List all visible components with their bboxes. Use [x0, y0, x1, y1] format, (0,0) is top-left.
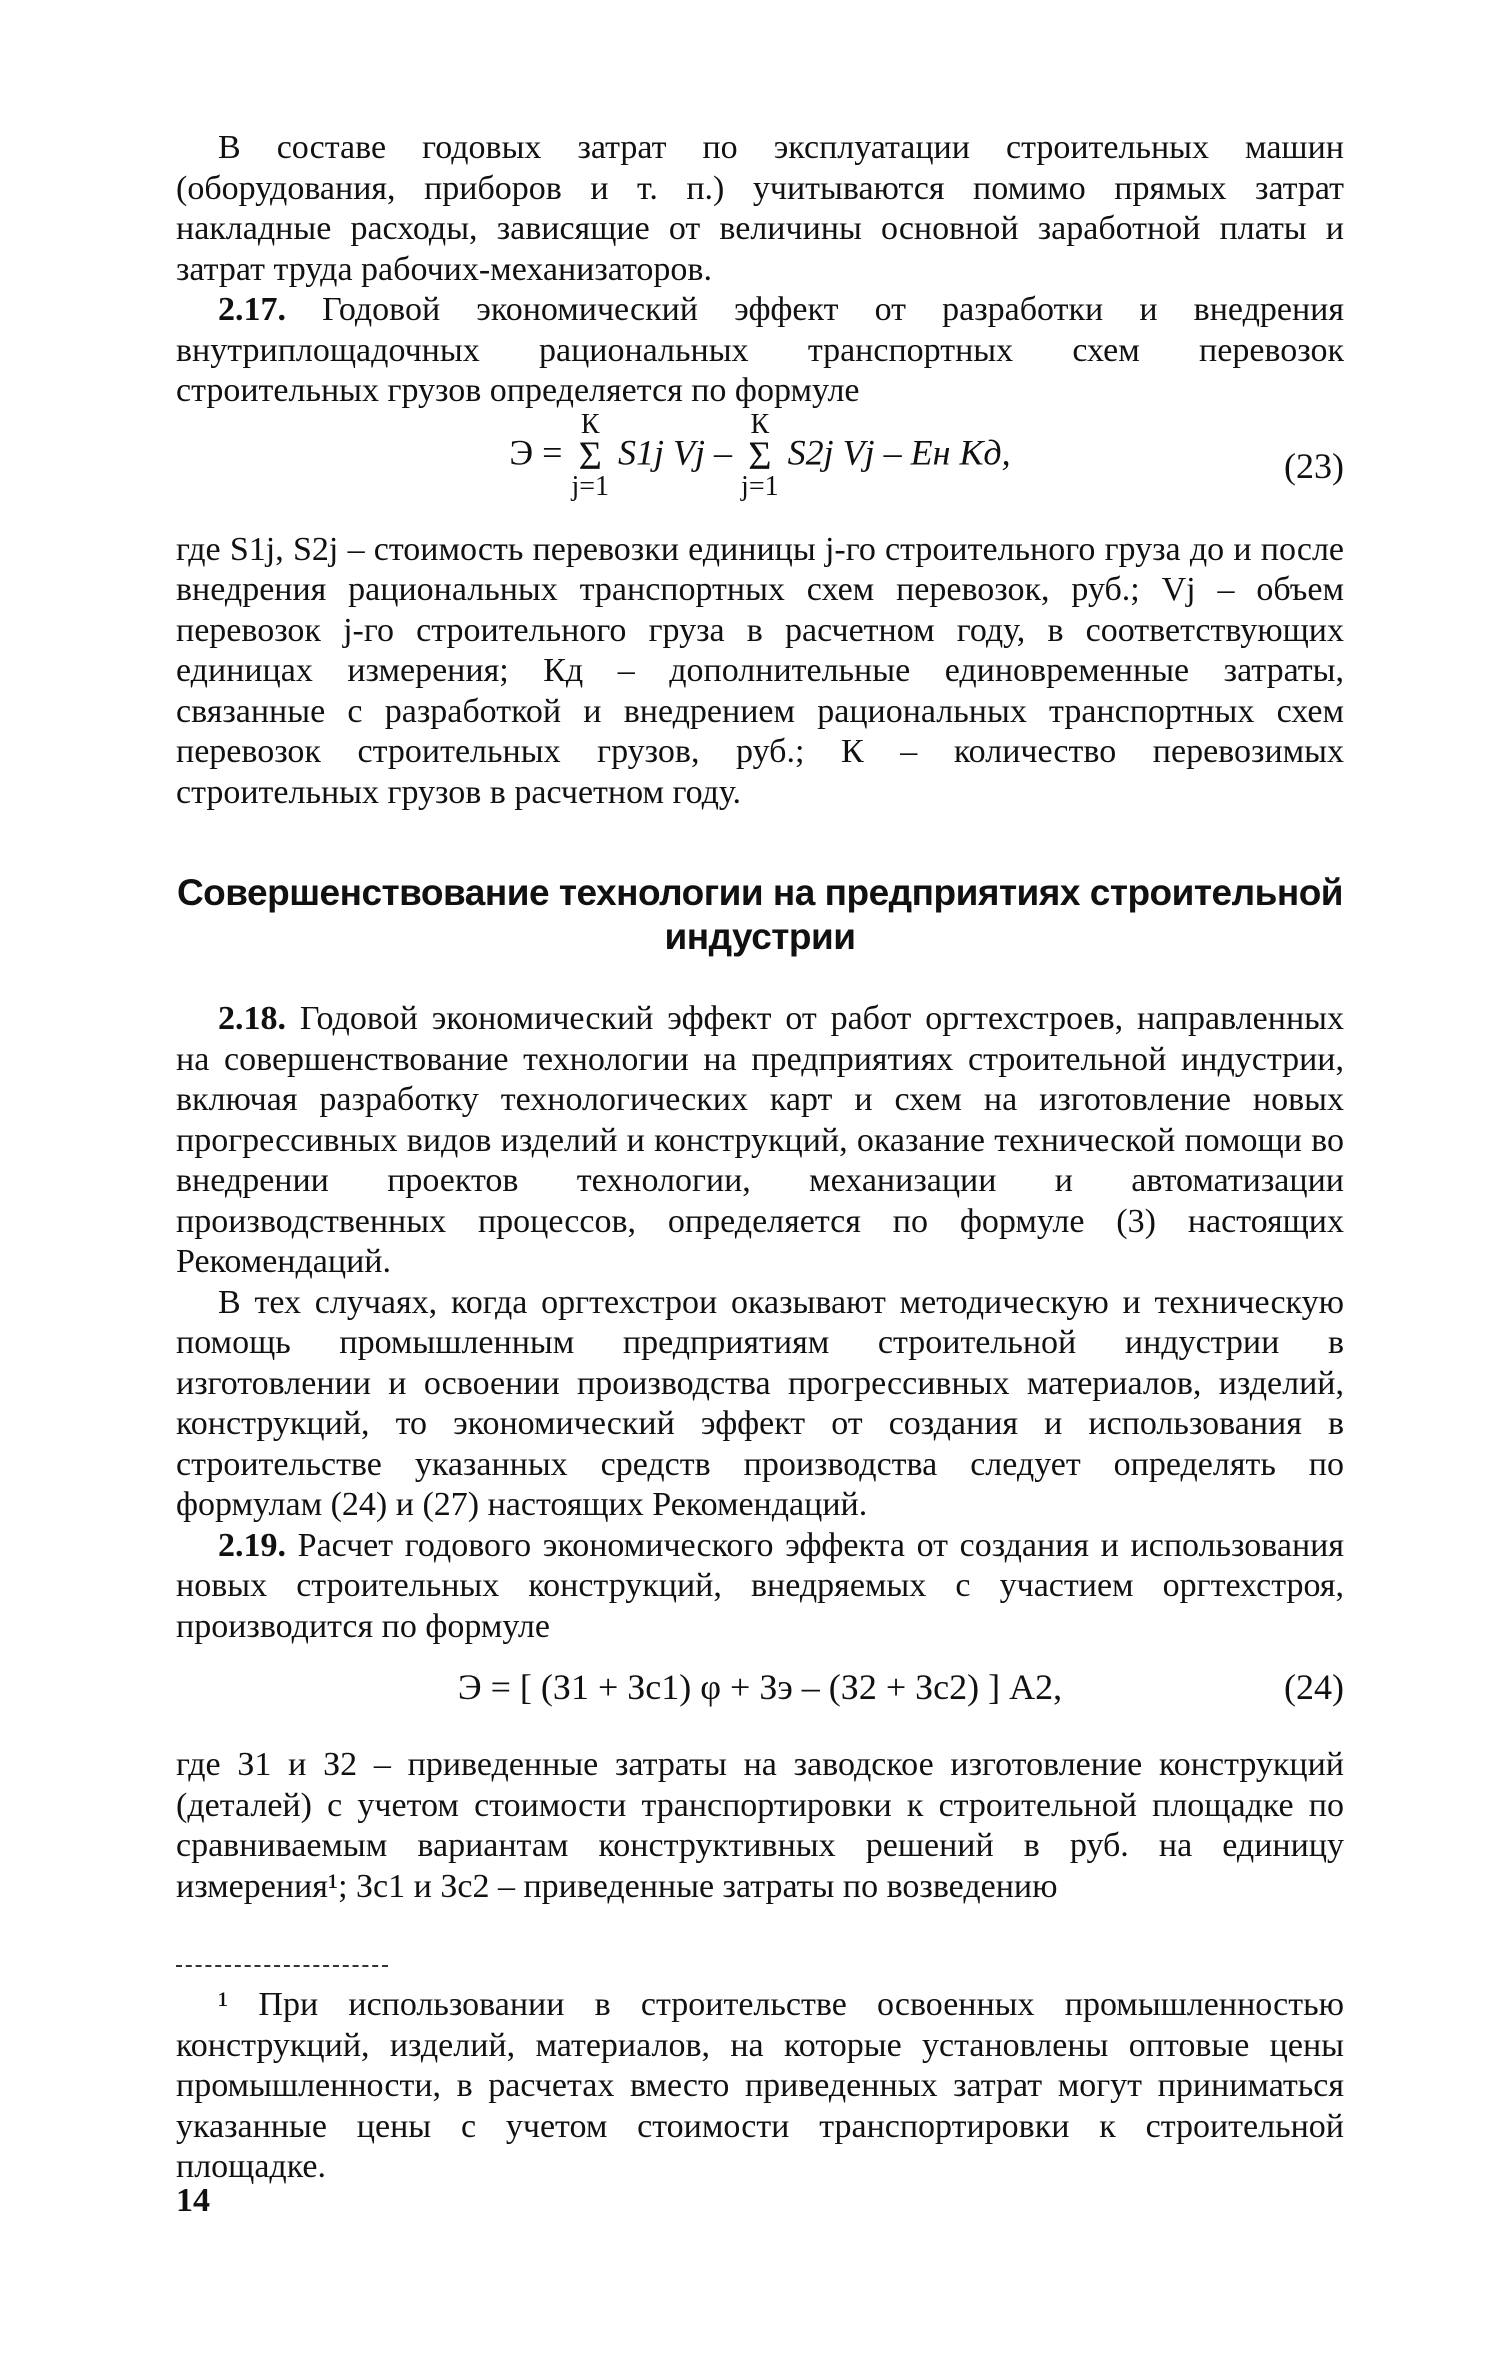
sum-symbol-1: К Σ j=1 — [571, 408, 610, 502]
formula-24-expression: Э = [ (З1 + Зс1) φ + Зэ – (З2 + Зс2) ] А2, — [457, 1667, 1063, 1707]
formula-23-number: (23) — [1284, 445, 1344, 486]
formula-23-term2: S2j Vj – Ен Кд, — [787, 431, 1011, 472]
sum-2-upper: К — [750, 408, 770, 440]
sum-1-lower: j=1 — [571, 470, 610, 502]
paragraph-maintenance-costs: В составе годовых затрат по эксплуатации строительных машин (оборудования, приборов и т. п.) учитываются помимо прямых затрат накладные расходы, зависящие от величины основной заработной платы и затрат труда рабочих-механизаторов. — [176, 129, 1344, 288]
paragraph-2-19 — [176, 1526, 1344, 1648]
formula-24-number: (24) — [1284, 1667, 1344, 1707]
paragraph-2-18-text: Годовой экономический эффект от работ оргтехстроев, направленных на совершенствование технологии на предприятиях строительной индустрии, включая разработку технологических карт и схем на изготовление новых прогрессивных видов изделий и конструкций, оказание технической помощи во внедрении проектов технологии, механизации и автоматизации производственных процессов, определяется по формуле (3) настоящих Рекомендаций. — [176, 1000, 1344, 1280]
sum-symbol-2: К Σ j=1 — [741, 408, 779, 502]
footnote-text: ¹ При использовании в строительстве освоенных промышленностью конструкций, изделий, материалов, на которые установлены оптовые цены промышленности, в расчетах вместо приведенных затрат могут приниматься указанные цены с учетом стоимости транспортировки к строительной площадке. — [176, 1986, 1344, 2185]
formula-23-lhs: Э = — [509, 431, 563, 472]
sum-1-upper: К — [580, 408, 600, 440]
section-number-2-19: 2.19. — [218, 1526, 286, 1564]
page-number: 14 — [176, 2182, 210, 2219]
paragraph-orgtekhstroi: В тех случаях, когда оргтехстрои оказывают методическую и техническую помощь промышленным предприятиям строительной индустрии в изготовлении и освоении производства прогрессивных материалов, изделий, конструкций, то экономический эффект от создания и использования в строительстве указанных средств производства следует определять по формулам (24) и (27) настоящих Рекомендаций. — [176, 1283, 1344, 1523]
paragraph-formula-23-legend: где S1j, S2j – стоимость перевозки единицы j-го строительного груза до и после внедрения рациональных транспортных схем перевозок, руб.; Vj – объем перевозок j-го строительного груза в расчетном году, в соответствующих единицах измерения; Кд – дополнительные единовременные затраты, связанные с разработкой и внедрением рациональных транспортных схем перевозок строительных грузов, руб.; К – количество перевозимых строительных грузов в расчетном году. — [176, 530, 1344, 811]
paragraph-2-17 — [176, 290, 1344, 412]
sum-2-lower: j=1 — [741, 470, 779, 502]
paragraph-2-17-text: Годовой экономический эффект от разработки и внедрения внутриплощадочных рациональных транспортных схем перевозок строительных грузов определяется по формуле — [176, 291, 1344, 409]
formula-24 — [176, 1659, 1344, 1731]
page-content — [176, 128, 1344, 2188]
footnote-separator — [176, 1965, 388, 1967]
formula-23-term1: S1j Vj – — [618, 431, 733, 472]
paragraph-formula-24-legend: где З1 и З2 – приведенные затраты на заводское изготовление конструкций (деталей) с учетом стоимости транспортировки к строительной площадке по сравниваемым вариантам конструктивных решений в руб. на единицу измерения¹; Зс1 и Зс2 – приведенные затраты по возведению — [176, 1746, 1344, 1905]
section-heading: Совершенствование технологии на предприятиях строительной индустрии — [176, 872, 1344, 957]
paragraph-2-19-text: Расчет годового экономического эффекта от создания и использования новых строительных конструкций, внедряемых с участием оргтехстроя, производится по формуле — [176, 1526, 1344, 1645]
section-number-2-18: 2.18. — [218, 1000, 286, 1037]
section-number-2-17: 2.17. — [218, 291, 286, 328]
footnote — [176, 1985, 1344, 2188]
paragraph-2-18 — [176, 999, 1344, 1283]
formula-23 — [176, 408, 1344, 530]
